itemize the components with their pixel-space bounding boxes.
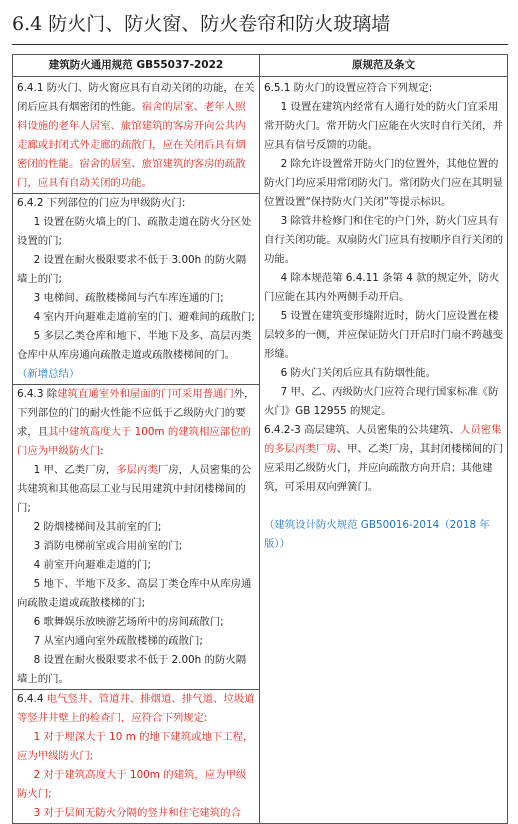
header-right: 原规范及条文 — [259, 55, 507, 77]
list-item: 4 前室开向避难走道的门; — [33, 559, 151, 571]
clause-lead: 6.4.2 下列部位的门应为甲级防火门: — [17, 197, 186, 209]
list-item: 2 设置在耐火极限要求不低于 3.00h 的防火隔墙上的门; — [17, 254, 247, 285]
clause-text: 外，下列部位的门的耐火性能不应低于乙级防火门的要求，且 — [17, 388, 255, 438]
list-item: 7 甲、乙、丙级防火门应符合现行国家标准《防火门》GB 12955 的规定。 — [263, 386, 499, 417]
list-item: 1 设置在建筑内经常有人通行处的防火门宜采用常开防火门。常开防火门应能在火灾时自行关闭，并应具有信号反馈的功能。 — [263, 101, 503, 151]
list-item: 8 设置在耐火极限要求不低于 2.00h 的防火隔墙上的门。 — [17, 654, 247, 685]
clause-highlight: 电气竖井、管道井、排烟道、排气道、垃圾道等竖井井壁上的检查门，应符合下列规定: — [17, 693, 255, 724]
left-column — [13, 77, 260, 824]
list-item: 3 对于层间无防火分隔的竖井和住宅建筑的合 — [33, 807, 241, 819]
comparison-table — [12, 54, 508, 824]
list-item: 1 对于埋深大于 10 m 的地下建筑或地下工程，应为甲级防火门; — [17, 731, 254, 762]
clause-6-4-3 — [13, 384, 259, 689]
clause-highlight: 宿舍的居室、老年人照料设施的老年人居室、旅馆建筑的客房开向公共内走廊或封闭式外走廊的疏散门，应在关闭后具有烟密闭的性能。宿舍的居室、旅馆建筑的客房的疏散门，应具有自动关闭的功能。 — [17, 101, 246, 189]
clause-highlight: 人员密集的多层丙类厂房 — [263, 424, 502, 455]
item-highlight: 多层丙类 — [116, 464, 158, 476]
clause-6-4-4 — [13, 689, 259, 823]
list-item: 2 对于建筑高度大于 100m 的建筑，应为甲级防火门; — [17, 769, 247, 800]
clause-text: 6.4.2-3 高层建筑、人员密集的公共建筑、 — [263, 424, 460, 436]
list-item: 3 消防电梯前室或合用前室的门; — [33, 540, 183, 552]
list-item: 2 除允许设置常开防火门的位置外，其他位置的防火门均应采用常闭防火门。常闭防火门应在其明显位置设置“保持防火门关闭”等提示标识。 — [263, 158, 503, 208]
section-title: 防火门、防火窗、防火卷帘和防火玻璃墙 — [48, 13, 391, 35]
table-row — [13, 77, 508, 824]
list-item: 5 多层乙类仓库和地下、半地下及多、高层丙类仓库中从库房通向疏散走道或疏散楼梯间的门。 — [17, 330, 252, 361]
clause-6-4-2-3 — [264, 421, 503, 497]
clause-highlight: 其中建筑高度大于 100m 的建筑相应部位的门应为甲级防火门 — [17, 426, 251, 457]
list-item: 7 从室内通向室外疏散楼梯的疏散门; — [33, 635, 203, 647]
clause-text: 6.4.3 除 — [17, 388, 58, 400]
list-item: 1 设置在防火墙上的门、疏散走道在防火分区处设置的门; — [17, 216, 252, 247]
item-text: 1 甲、乙类厂房， — [33, 464, 117, 476]
list-item: 2 防烟楼梯间及其前室的门; — [33, 521, 162, 533]
clause-text: 6.4.1 防火门、防火窗应具有自动关闭的功能，在关闭后应具有烟密闭的性能。 — [17, 82, 255, 113]
list-item: 4 室内开向避难走道前室的门、避难间的疏散门; — [33, 311, 255, 323]
list-item: 3 电梯间、疏散楼梯间与汽车库连通的门; — [33, 292, 224, 304]
clause-text: 、甲、乙类厂房，其封闭楼梯间的门应采用乙级防火门，并应向疏散方向开启；其他建筑，可采用双向弹簧门。 — [263, 443, 503, 493]
source-citation: （建筑设计防火规范 GB50016-2014（2018 年版）） — [263, 519, 490, 550]
list-item: 4 除本规范第 6.4.11 条第 4 款的规定外，防火门应能在其内外两侧手动开启。 — [263, 272, 500, 303]
header-left: 建筑防火通用规范 GB55037-2022 — [13, 55, 260, 77]
section-number: 6.4 — [12, 13, 43, 35]
list-item — [17, 461, 255, 518]
note-new-summary: （新增总结） — [17, 368, 80, 380]
clause-6-4-1 — [17, 79, 255, 193]
list-item: 6 防火门关闭后应具有防烟性能。 — [280, 367, 436, 379]
clause-highlight: 建筑直通室外和屋面的门可采用普通门 — [57, 388, 234, 400]
heading-rule — [12, 44, 508, 45]
right-column — [259, 77, 507, 824]
item-text: 厂房，人员密集的公共建筑和其他高层工业与民用建筑中封闭楼梯间的门; — [17, 464, 252, 514]
clause-number: 6.4.4 — [17, 693, 47, 705]
clause-text: : — [100, 445, 104, 457]
list-item: 3 除管井检修门和住宅的户门外，防火门应具有自行关闭功能。双扇防火门应具有按顺序自行关闭的功能。 — [263, 215, 503, 265]
list-item: 5 设置在建筑变形缝附近时，防火门应设置在楼层较多的一侧，并应保证防火门开启时门扇不跨越变形缝。 — [263, 310, 503, 360]
clause-6-4-2 — [13, 193, 259, 384]
section-heading — [12, 8, 390, 40]
list-item: 6 歌舞娱乐放映游艺场所中的房间疏散门; — [33, 616, 224, 628]
list-item: 5 地下、半地下及多、高层丁类仓库中从库房通向疏散走道或疏散楼梯的门; — [17, 578, 252, 609]
table-header-row — [13, 55, 508, 77]
clause-lead: 6.5.1 防火门的设置应符合下列规定: — [263, 82, 433, 94]
